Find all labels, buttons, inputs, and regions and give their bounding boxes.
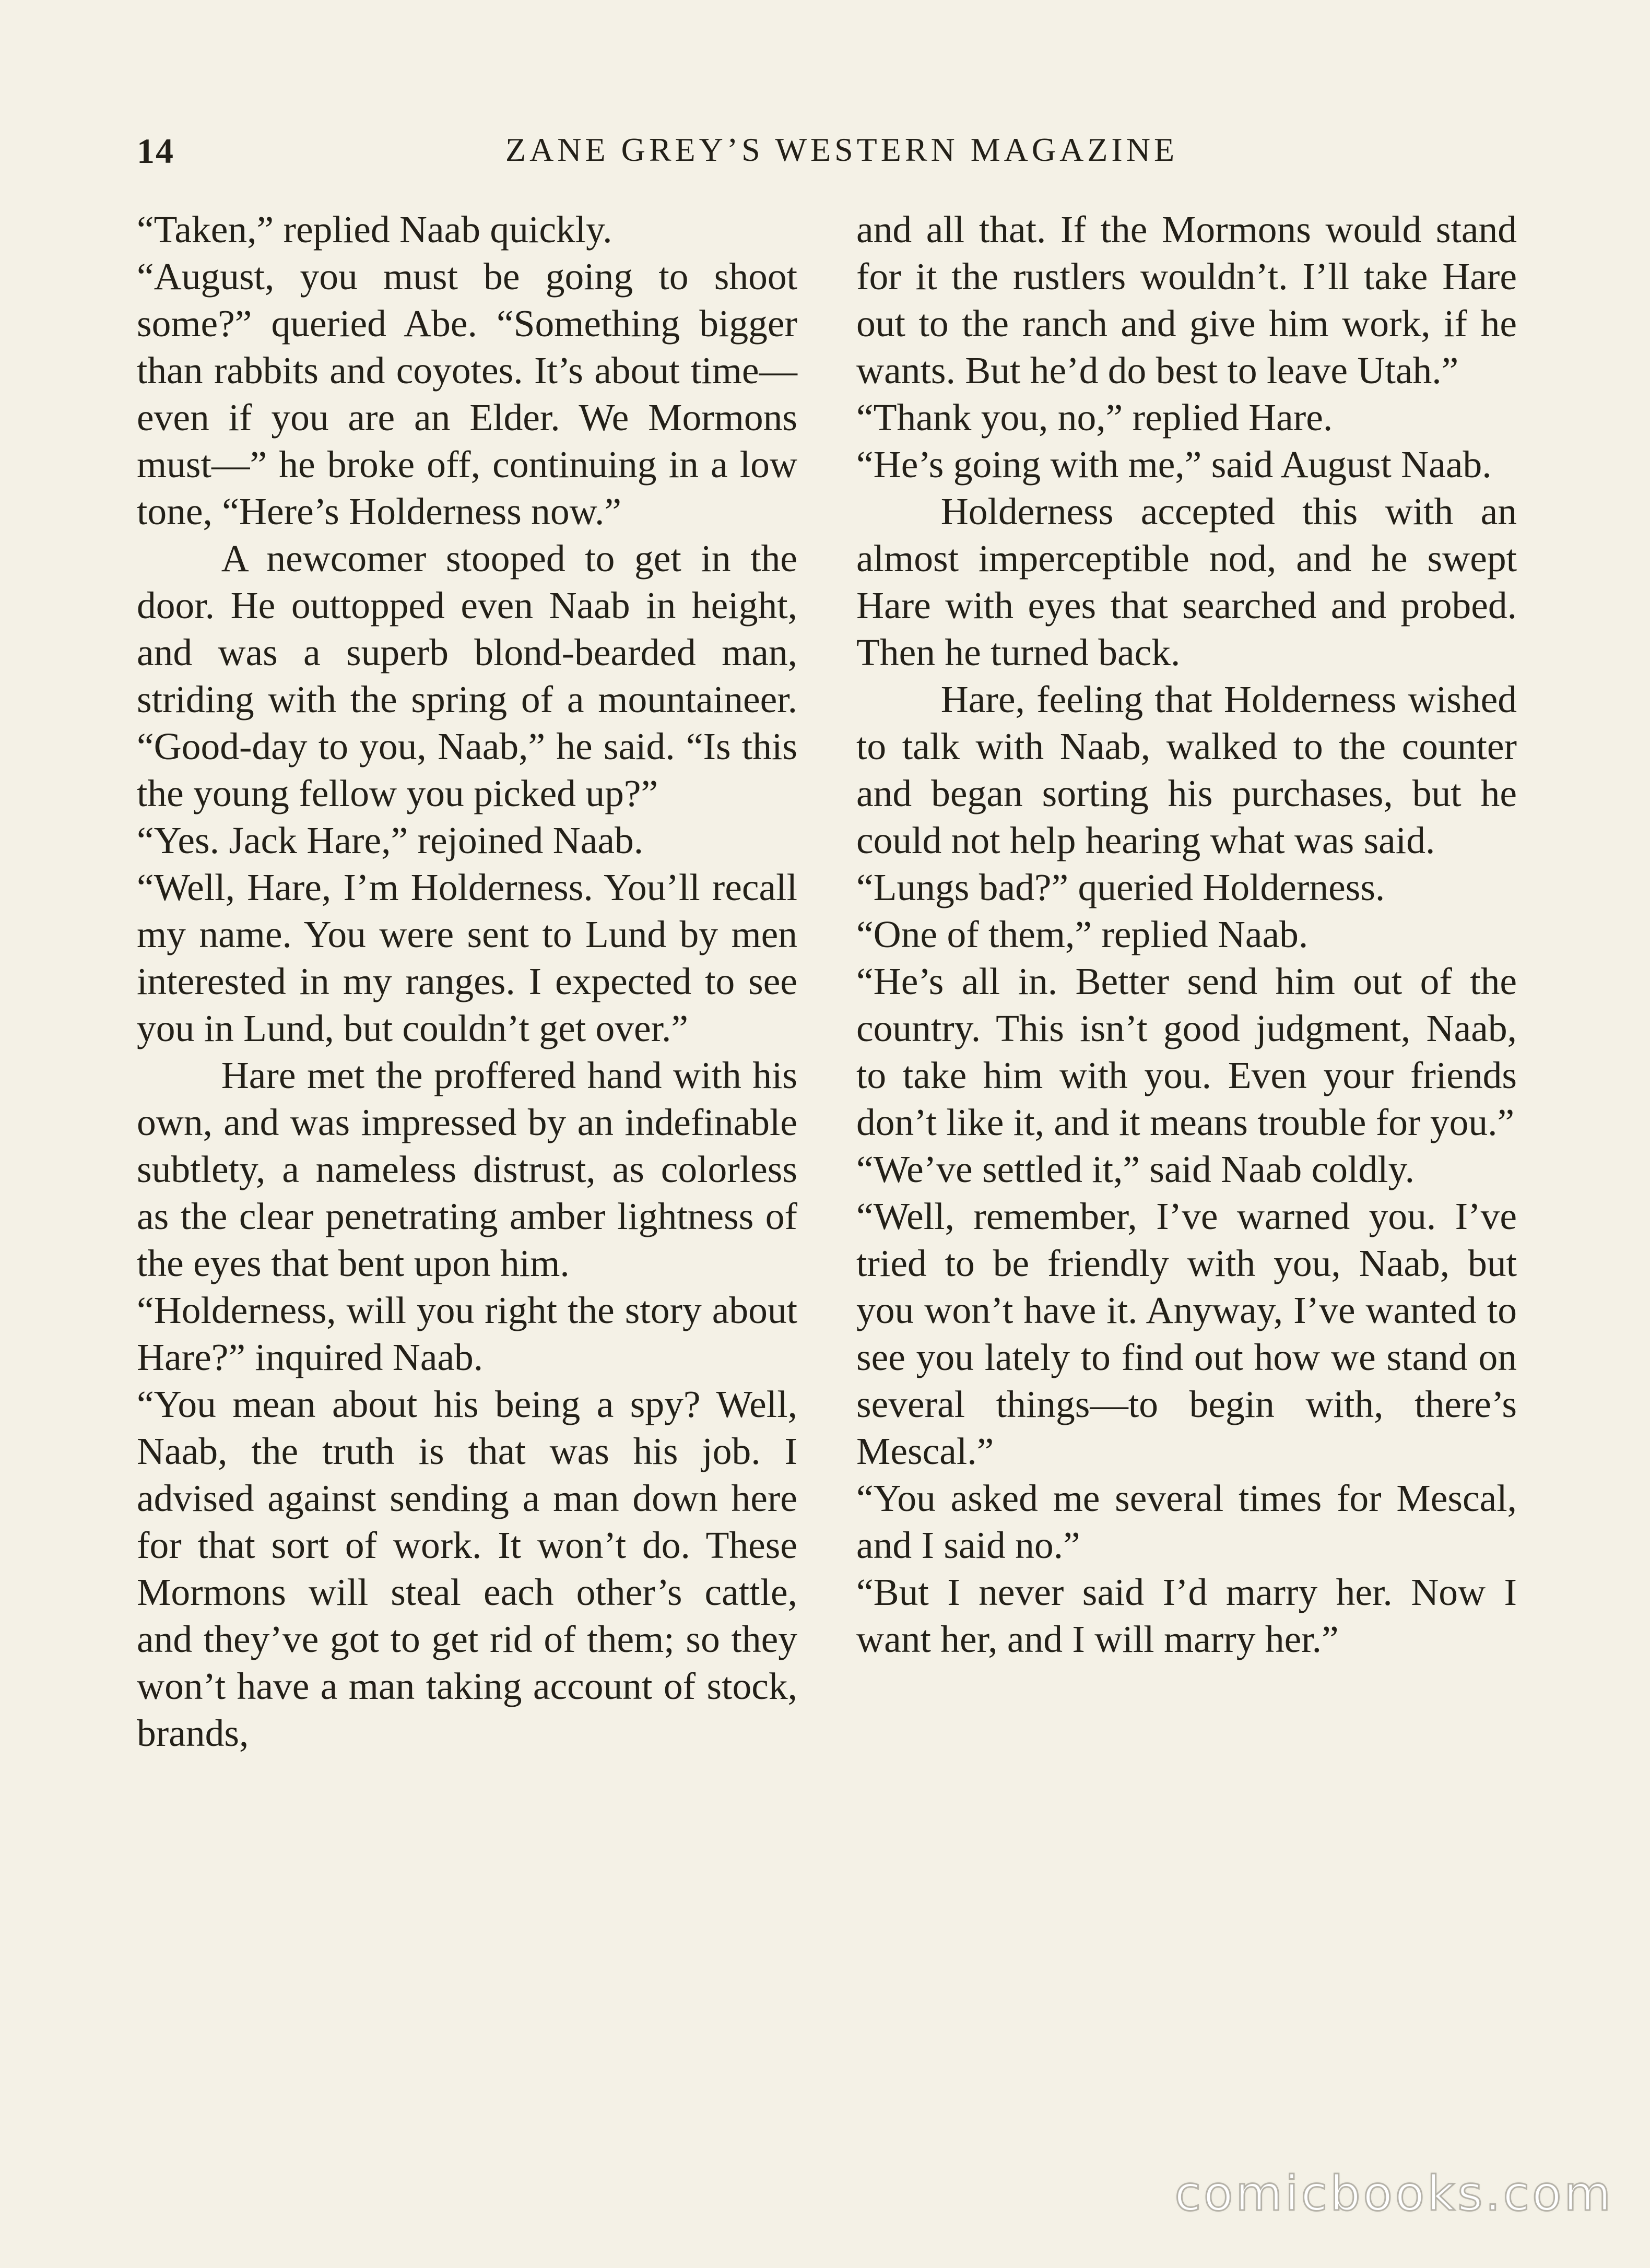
right-column <box>856 206 1517 1663</box>
paragraph: and all that. If the Mormons would stand for it the rustlers wouldn’t. I’ll take Hare out to the ranch and give him work, if he wants. But he’d do best to leave Utah.” <box>856 208 1517 392</box>
page-number: 14 <box>137 131 174 171</box>
paragraph: “One of them,” replied Naab. <box>856 913 1309 955</box>
page-header <box>137 131 1515 178</box>
paragraph: “He’s all in. Better send him out of the country. This isn’t good judgment, Naab, to take him with you. Even your friends don’t like it, and it means trouble for you.” <box>856 960 1517 1143</box>
paragraph: Holderness accepted this with an almost imperceptible nod, and he swept Hare with eyes that searched and probed. Then he turned back. <box>856 490 1517 674</box>
paragraph: Hare met the proffered hand with his own, and was impressed by an indefinable subtlety, a nameless distrust, as colorless as the clear penetrating amber lightness of the eyes that bent upon him. <box>137 1054 797 1284</box>
paragraph: “Well, remember, I’ve warned you. I’ve tried to be friendly with you, Naab, but you won’t have it. Anyway, I’ve wanted to see you lately to find out how we stand on several things—to begin with, there’s Mescal.” <box>856 1195 1517 1472</box>
paragraph: “Well, Hare, I’m Holderness. You’ll recall my name. You were sent to Lund by men interested in my ranges. I expected to see you in Lund, but couldn’t get over.” <box>137 866 797 1049</box>
paragraph: Hare, feeling that Holderness wished to talk with Naab, walked to the counter and began sorting his purchases, but he could not help hearing what was said. <box>856 678 1517 861</box>
paragraph: “You asked me several times for Mescal, and I said no.” <box>856 1477 1517 1566</box>
paragraph: “But I never said I’d marry her. Now I want her, and I will marry her.” <box>856 1571 1517 1660</box>
paragraph: “He’s going with me,” said August Naab. <box>856 443 1492 486</box>
paragraph: “Lungs bad?” queried Holderness. <box>856 866 1385 908</box>
left-column <box>137 206 797 1757</box>
paragraph: “Holderness, will you right the story about Hare?” inquired Naab. <box>137 1289 797 1378</box>
paragraph: “You mean about his being a spy? Well, Naab, the truth is that was his job. I advised against sending a man down here for that sort of work. It won’t do. These Mormons will steal each other’s cattle, and they’ve got to get rid of them; so they won’t have a man taking account of stock, brands, <box>137 1383 797 1754</box>
paragraph: A newcomer stooped to get in the door. He outtopped even Naab in height, and was a superb blond-bearded man, striding with the spring of a mountaineer. “Good-day to you, Naab,” he said. “Is this the young fellow you picked up?” <box>137 537 797 814</box>
paragraph: “Thank you, no,” replied Hare. <box>856 396 1333 439</box>
paragraph: “We’ve settled it,” said Naab coldly. <box>856 1148 1415 1190</box>
running-title: ZANE GREY’S WESTERN MAGAZINE <box>505 131 1178 168</box>
paragraph: “Yes. Jack Hare,” rejoined Naab. <box>137 819 644 861</box>
paragraph: “Taken,” replied Naab quickly. <box>137 208 612 251</box>
paragraph: “August, you must be going to shoot some?” queried Abe. “Something bigger than rabbits and coyotes. It’s about time—even if you are an Elder. We Mormons must—” he broke off, continuing in a low tone, “Here’s Holderness now.” <box>137 255 797 533</box>
site-watermark: comicbooks.com <box>1174 2166 1613 2222</box>
